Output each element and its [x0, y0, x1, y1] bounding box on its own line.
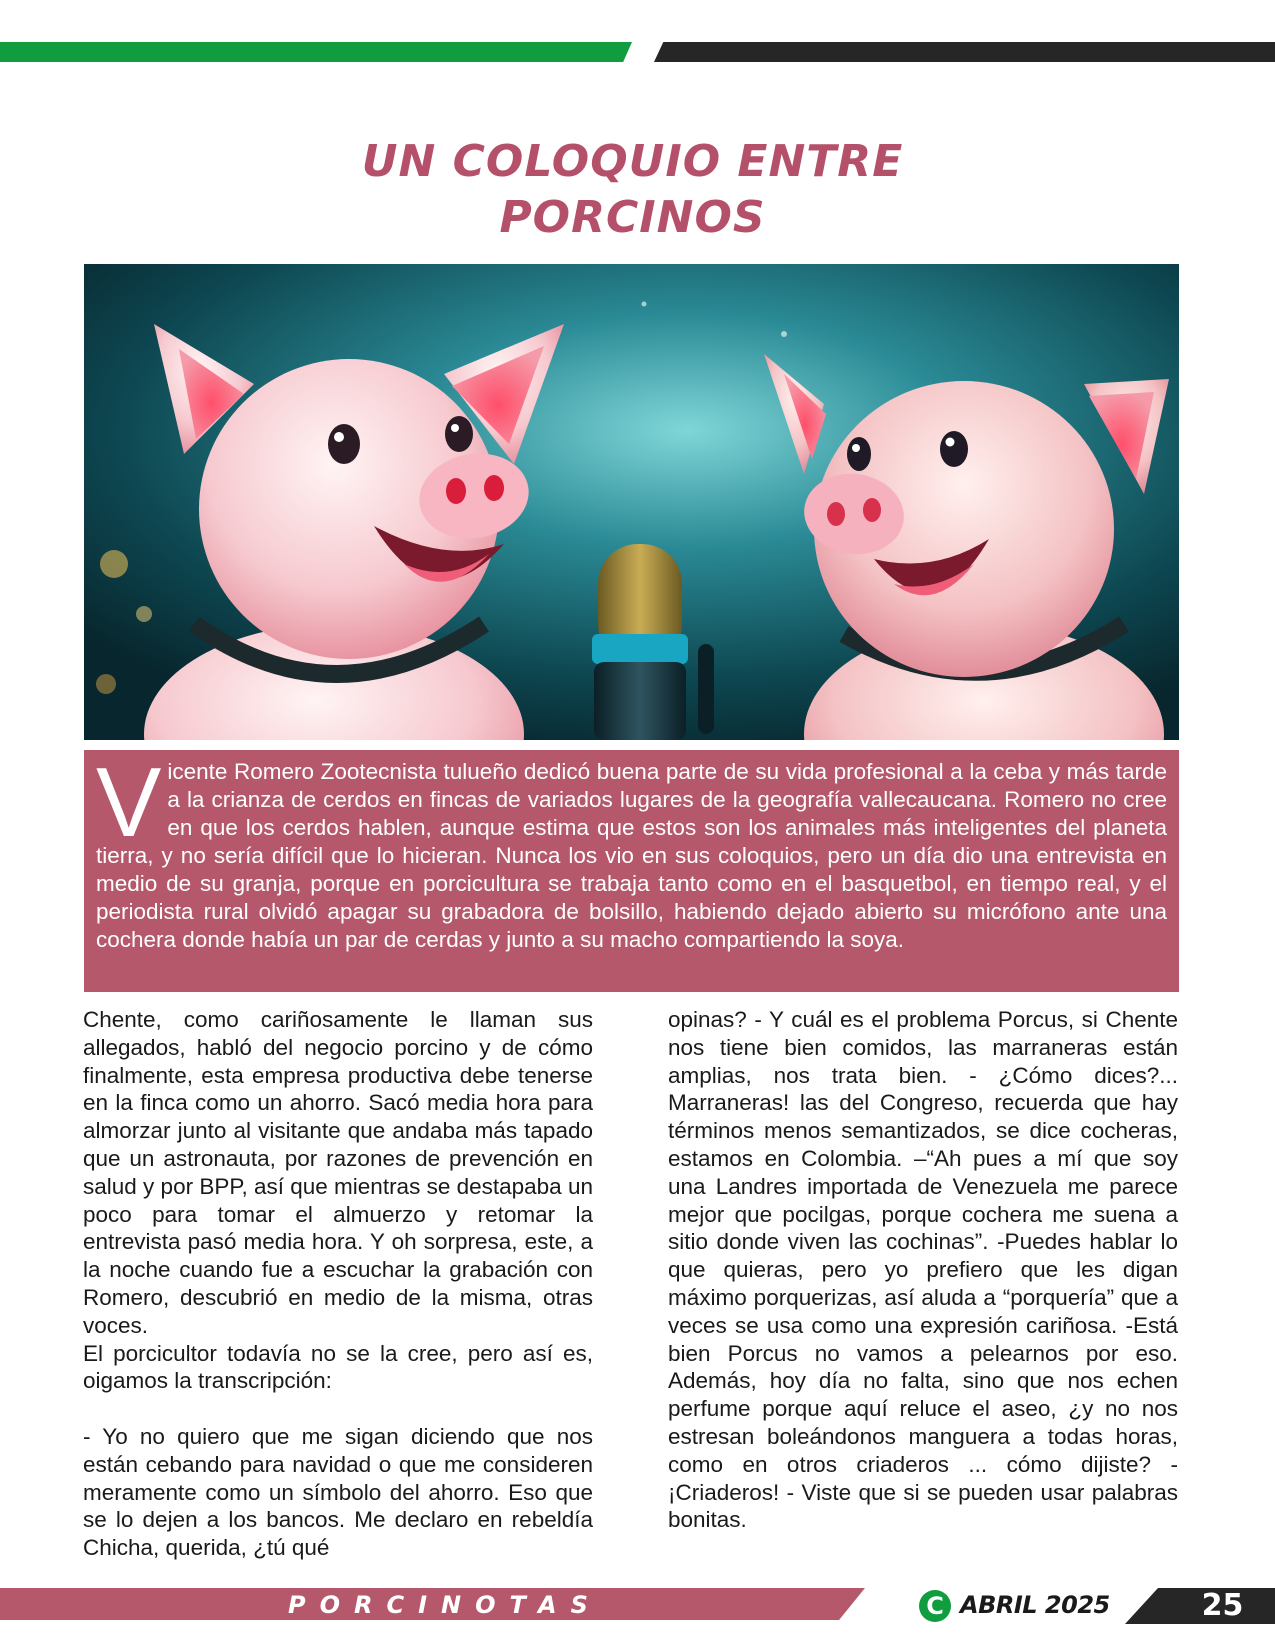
- header-green-stripe: [0, 42, 632, 62]
- logo-letter: C: [926, 1592, 944, 1620]
- article-title: [0, 134, 1265, 246]
- title-line-1: UN COLOQUIO ENTRE: [361, 136, 904, 187]
- issue-date: ABRIL 2025: [960, 1591, 1110, 1619]
- left-paragraph-1: Chente, como cariñosamente le llaman sus allegados, habló del negocio porcino y de cómo finalmente, esta empresa productiva debe tenerse en la finca como un ahorro. Sacó media hora para almorzar junto al visitante que andaba más tapado que un astronauta, por razones de prevención en salud y por BPP, así que mientras se destapaba un poco para tomar el almuerzo y retomar la entrevista pasó media hora. Y oh sorpresa, este, a la noche cuando fue a escuchar la grabación con Romero, descubrió en medio de la misma, otras voces.: [83, 1007, 593, 1338]
- page-number: 25: [1201, 1588, 1244, 1623]
- section-label: PORCINOTAS: [288, 1591, 602, 1619]
- intro-dropcap: V: [96, 747, 162, 857]
- pigs-microphone-illustration: [84, 264, 1179, 740]
- hero-illustration: [84, 264, 1179, 740]
- title-line-2: PORCINOS: [499, 192, 766, 243]
- intro-paragraph: icente Romero Zootecnista tulueño dedicó buena parte de su vida profesional a la ceba y más tarde a la crianza de cerdos en fincas de variados lugares de la geografía vallecaucana. Romero no cree en que los cerdos hablen, aunque estima que estos son los animales más inteligentes del planeta tierra, y no sería difícil que lo hicieran. Nunca los vio en sus coloquios, pero un día dio una entrevista en medio de su granja, porque en porcicultura se trabaja tanto como en el basquetbol, en tiempo real, y el periodista rural olvidó apagar su grabadora de bolsillo, habiendo dejado abierto su micrófono ante una cochera donde había un par de cerdas y junto a su macho compartiendo la soya.: [96, 759, 1167, 952]
- magazine-logo-icon: [917, 1588, 953, 1624]
- article-column-right: [668, 1006, 1178, 1534]
- left-paragraph-2: El porcicultor todavía no se la cree, pero así es, oigamos la transcripción:: [83, 1340, 593, 1394]
- intro-box: [84, 747, 1179, 992]
- right-paragraph-1: opinas? - Y cuál es el problema Porcus, si Chente nos tiene bien comidos, las marraneras están amplias, nos trata bien. - ¿Cómo dices?... Marraneras! las del Congreso, recuerda que hay términos menos semantizados, se dice cocheras, estamos en Colombia. –“Ah pues a mí que soy una Landres importada de Venezuela me parece mejor que pocilgas, porque cochera me suena a sitio donde viven las cochinas”. -Puedes hablar lo que quieras, pero yo prefiero que les digan máximo porquerizas, así aluda a “porquería” que a veces se usa como una expresión cariñosa. -Está bien Porcus no vamos a pelearnos por eso. Además, hoy día no falta, sino que nos echen perfume porque aquí reluce el aseo, ¿y no nos estresan boleándonos manguera a todas horas, como en otros criaderos ... cómo dijiste? - ¡Criaderos! - Viste que si se pueden usar palabras bonitas.: [668, 1007, 1178, 1533]
- article-column-left: [83, 1006, 593, 1562]
- header-dark-stripe: [654, 42, 1275, 62]
- left-paragraph-3: - Yo no quiero que me sigan diciendo que nos están cebando para navidad o que me consideren meramente como un símbolo del ahorro. Eso que se lo dejen a los bancos. Me declaro en rebeldía Chicha, querida, ¿tú qué: [83, 1423, 593, 1561]
